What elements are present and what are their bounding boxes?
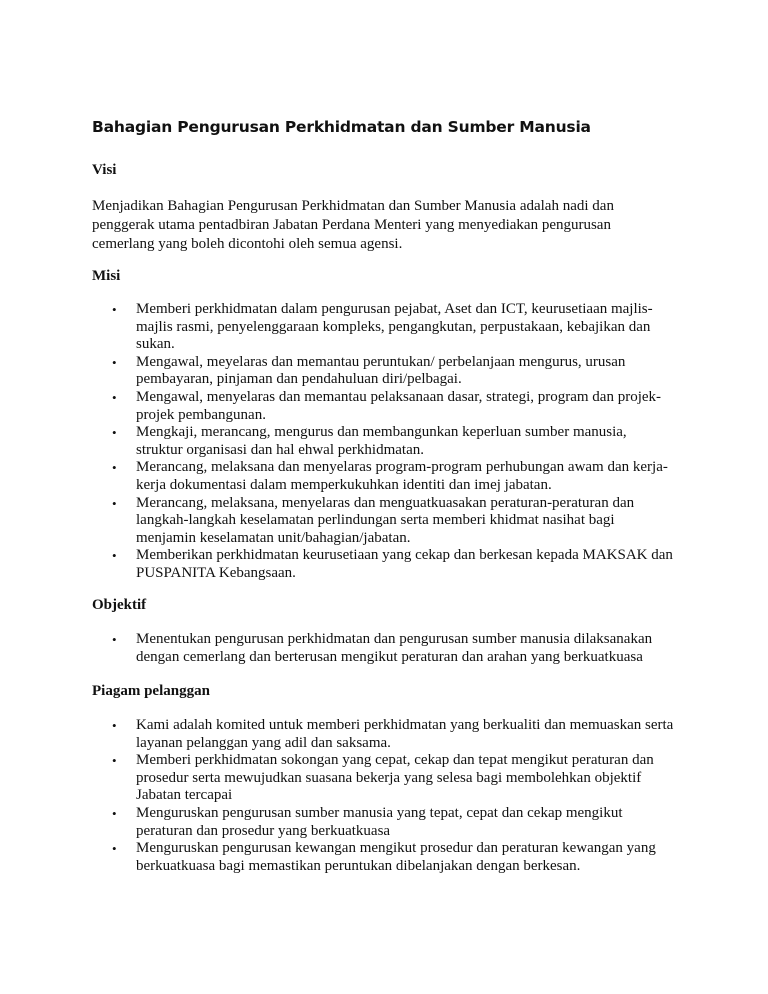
misi-item-line: projek pembangunan. (136, 406, 266, 423)
misi-item (92, 547, 692, 582)
misi-heading: Misi (92, 268, 121, 284)
misi-item-line: langkah-langkah keselamatan perlindungan serta memberi khidmat nasihat bagi (136, 512, 615, 529)
misi-list (92, 301, 692, 583)
piagam-item-line: berkuatkuasa bagi memastikan peruntukan dibelanjakan dengan berkesan. (136, 857, 581, 874)
misi-item-line: menjamin keselamatan unit/bahagian/jabatan. (136, 529, 411, 546)
misi-item-line: kerja dokumentasi dalam memperkukuhkan identiti dan imej jabatan. (136, 476, 552, 493)
bullet-icon: • (112, 841, 117, 857)
misi-item (92, 495, 692, 548)
piagam-item-line: Menguruskan pengurusan kewangan mengikut prosedur dan peraturan kewangan yang (136, 840, 656, 857)
visi-line: cemerlang yang boleh dicontohi oleh semua agensi. (92, 236, 403, 253)
visi-heading: Visi (92, 162, 117, 178)
bullet-icon: • (112, 495, 117, 511)
misi-item (92, 459, 692, 494)
misi-item-line: Memberikan perkhidmatan keurusetiaan yang cekap dan berkesan kepada MAKSAK dan (136, 547, 673, 564)
misi-item-line: Memberi perkhidmatan dalam pengurusan pejabat, Aset dan ICT, keurusetiaan majlis- (136, 301, 653, 317)
document-title: Bahagian Pengurusan Perkhidmatan dan Sumber Manusia (92, 118, 591, 136)
bullet-icon: • (112, 805, 117, 821)
bullet-icon: • (112, 753, 117, 769)
visi-paragraph (92, 197, 682, 255)
misi-item-line: PUSPANITA Kebangsaan. (136, 564, 296, 581)
piagam-heading: Piagam pelanggan (92, 683, 210, 699)
misi-item (92, 424, 692, 459)
objektif-item (92, 631, 692, 666)
piagam-item (92, 752, 692, 805)
objektif-item-line: Menentukan pengurusan perkhidmatan dan pengurusan sumber manusia dilaksanakan (136, 631, 653, 647)
bullet-icon: • (112, 548, 117, 564)
piagam-item-line: Memberi perkhidmatan sokongan yang cepat, cekap dan tepat mengikut peraturan dan (136, 752, 654, 769)
bullet-icon: • (112, 302, 117, 317)
piagam-item-line: Menguruskan pengurusan sumber manusia yang tepat, cepat dan cekap mengikut (136, 804, 623, 821)
objektif-list (92, 631, 692, 666)
misi-item (92, 389, 692, 424)
misi-item-line: majlis rasmi, penyelenggaraan kompleks, pengangkutan, perpustakaan, kebajikan dan (136, 318, 651, 335)
misi-item (92, 301, 692, 354)
visi-line: Menjadikan Bahagian Pengurusan Perkhidmatan dan Sumber Manusia adalah nadi dan (92, 198, 614, 214)
misi-item (92, 354, 692, 389)
objektif-heading: Objektif (92, 597, 147, 613)
piagam-item-line: Jabatan tercapai (136, 787, 233, 804)
objektif-item-line: dengan cemerlang dan berterusan mengikut peraturan dan arahan yang berkuatkuasa (136, 648, 643, 665)
piagam-item (92, 805, 692, 840)
piagam-item (92, 717, 692, 752)
bullet-icon: • (112, 460, 117, 476)
misi-item-line: Mengkaji, merancang, mengurus dan membangunkan keperluan sumber manusia, (136, 424, 627, 441)
piagam-item-line: peraturan dan prosedur yang berkuatkuasa (136, 822, 391, 839)
misi-item-line: sukan. (136, 336, 175, 353)
piagam-item (92, 840, 692, 875)
visi-line: penggerak utama pentadbiran Jabatan Perdana Menteri yang menyediakan pengurusan (92, 217, 611, 234)
misi-item-line: Merancang, melaksana dan menyelaras program-program perhubungan awam dan kerja- (136, 459, 668, 476)
piagam-list (92, 717, 692, 875)
misi-item-line: pembayaran, pinjaman dan pendahuluan diri/pelbagai. (136, 371, 462, 388)
piagam-item-line: Kami adalah komited untuk memberi perkhidmatan yang berkualiti dan memuaskan serta (136, 717, 674, 733)
piagam-item-line: prosedur serta mewujudkan suasana bekerja yang selesa bagi membolehkan objektif (136, 769, 642, 786)
bullet-icon: • (112, 632, 117, 647)
piagam-item-line: layanan pelanggan yang adil dan saksama. (136, 734, 391, 751)
bullet-icon: • (112, 354, 117, 370)
misi-item-line: Mengawal, meyelaras dan memantau peruntukan/ perbelanjaan mengurus, urusan (136, 353, 626, 370)
bullet-icon: • (112, 718, 117, 733)
misi-item-line: Merancang, melaksana, menyelaras dan menguatkuasakan peraturan-peraturan dan (136, 494, 635, 511)
misi-item-line: struktur organisasi dan hal ehwal perkhidmatan. (136, 441, 424, 458)
bullet-icon: • (112, 425, 117, 441)
misi-item-line: Mengawal, menyelaras dan memantau pelaksanaan dasar, strategi, program dan projek- (136, 388, 662, 405)
bullet-icon: • (112, 389, 117, 405)
